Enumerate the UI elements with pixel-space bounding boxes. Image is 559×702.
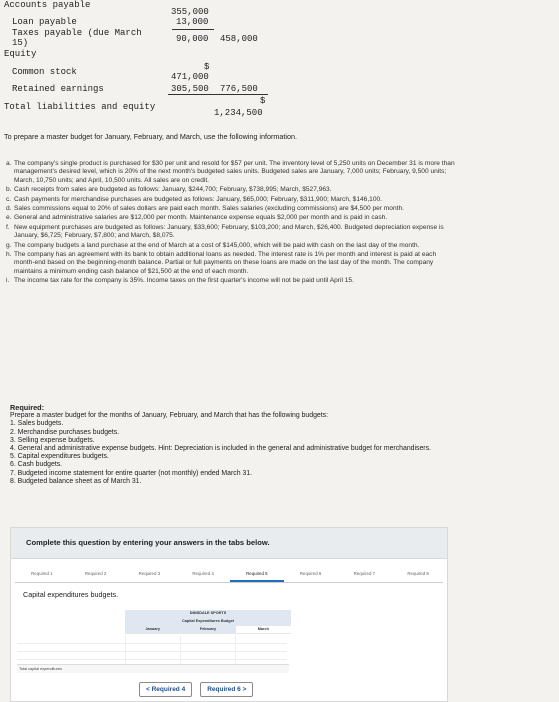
taxes-payable-value: 90,000 [176,34,209,44]
tab-required-3[interactable]: Required 3 [138,571,161,576]
divider [15,582,443,583]
common-stock-dollar: $ [204,62,210,72]
common-stock-label: Common stock [12,67,77,77]
equity-total: 776,500 [220,84,258,94]
total-capital-expenditures-row[interactable] [17,664,289,673]
tab-required-6[interactable]: Required 6 [299,571,322,576]
total-label: Total capital expenditures [19,667,62,671]
item-letter: a. [6,160,12,167]
tab-required-8[interactable]: Required 8 [407,571,429,576]
retained-earnings-label: Retained earnings [12,84,104,94]
required-intro: Prepare a master budget for the months of January, February, and March that has the following budgets: [10,412,329,420]
tab-required-7[interactable]: Required 7 [353,571,376,576]
information-list [6,160,458,287]
list-item [6,251,458,276]
item-text: Cash receipts from sales are budgeted as follows: January, $244,700; February, $738,995; March, $527,963. [14,186,332,194]
list-item: 7. Budgeted income statement for entire quarter (not monthly) ended March 31. [10,469,253,477]
required-tabs [15,566,445,582]
column-january: January [125,626,180,633]
list-item: 8. Budgeted balance sheet as of March 31. [10,477,142,485]
required-section [10,404,460,486]
divider [172,29,214,30]
table-header-row [125,626,291,634]
section-title: Capital expenditures budgets. [23,590,119,599]
equity-heading: Equity [4,49,37,59]
item-letter: d. [6,205,12,213]
table-subtitle-row [125,618,291,626]
divider [168,94,268,95]
list-item [6,242,458,250]
divider [180,636,181,664]
liabilities-total: 458,000 [220,34,258,44]
list-item [6,277,458,285]
budget-title: Capital Expenditures Budget [182,619,234,623]
capital-expenditures-table [125,610,291,634]
table-row[interactable] [17,644,287,652]
divider [125,636,126,664]
question-panel [10,527,448,702]
accounts-payable-value: 355,000 [171,7,209,17]
item-letter: h. [6,251,12,259]
total-liabilities-label: Total liabilities and equity [4,102,156,112]
list-item: 1. Sales budgets. [10,420,64,428]
item-text: Cash payments for merchandise purchases are budgeted as follows: January, $65,000; February, $311,900; March, $146,100. [14,195,382,203]
table-company-row [125,610,291,618]
total-dollar: $ [260,96,266,106]
list-item [6,224,458,241]
taxes-payable-label-2: 15) [12,38,29,48]
list-item [6,186,458,194]
list-item: 4. General and administrative expense budgets. Hint: Depreciation is included in the general and administrative budget for merchandisers. [10,445,431,453]
divider [235,636,236,664]
list-item: 3. Selling expense budgets. [10,436,95,444]
item-text: New equipment purchases are budgeted as follows: January, $33,600; February, $103,200; and March, $26,400. Budgeted depreciation expense is January, $6,725; February, $7,800; and March, $8,075. [14,223,444,240]
list-item: 2. Merchandise purchases budgets. [10,428,120,436]
required-heading: Required: [10,403,45,412]
taxes-payable-label: Taxes payable (due March [12,28,142,38]
list-item: 6. Cash budgets. [10,461,63,469]
next-button-label: Required 6 [207,686,241,693]
panel-title: Complete this question by entering your answers in the tabs below. [26,538,270,547]
item-text: The company's single product is purchased for $30 per unit and resold for $57 per unit. The inventory level of 5,250 units on December 31 is more than management's desired level, which is 20% of the next month's budgeted sales units. Budgeted sales are January, 7,000 units; February, 9,500 units; March, 10,750 units; and April, 10,500 units. All sales are on credit. [14,160,455,184]
column-march: March [257,627,269,631]
list-item [6,214,458,222]
tab-required-5[interactable]: Required 5 [230,566,284,582]
item-letter: b. [6,186,12,194]
loan-payable-label: Loan payable [12,17,77,27]
item-text: Sales commissions equal to 20% of sales dollars are paid each month. Sales salaries (excluding commissions) are $4,500 per month. [14,205,404,213]
instructions-intro: To prepare a master budget for January, February, and March, use the following information. [4,132,297,141]
item-letter: c. [6,195,12,203]
next-required-button[interactable] [200,682,253,697]
tab-required-2[interactable]: Required 2 [84,571,107,576]
list-item [6,160,458,185]
list-item [6,205,458,213]
item-letter: i. [6,277,10,285]
item-text: The company budgets a land purchase at the end of March at a cost of $145,000, which will be paid with cash on the last day of the month. [14,241,420,249]
retained-earnings-value: 305,500 [171,84,209,94]
previous-button-label: Required 4 [151,686,186,693]
balance-sheet-excerpt [4,0,274,120]
tab-required-1[interactable]: Required 1 [31,571,53,576]
list-item [6,196,458,204]
item-letter: g. [6,241,12,249]
panel-header [11,528,447,559]
navigation-buttons [139,682,253,697]
previous-required-button[interactable] [139,682,192,697]
chevron-left-icon: < [146,686,150,693]
table-row[interactable] [17,636,287,644]
item-text: General and administrative salaries are $12,000 per month. Maintenance expense equals $2,000 per month and is paid in cash. [14,214,388,222]
loan-payable-value: 13,000 [176,17,209,27]
total-liabilities-value: 1,234,500 [214,108,263,118]
company-name: DIMSDALE SPORTS [189,611,227,615]
accounts-payable-label: Accounts payable [4,0,91,10]
tab-required-4[interactable]: Required 4 [192,571,214,576]
item-letter: f. [6,223,10,231]
chevron-right-icon: > [242,686,247,693]
list-item: 5. Capital expenditures budgets. [10,453,109,461]
item-text: The company has an agreement with its bank to obtain additional loans as needed. The interest rate is 1% per month and interest is paid at each month-end based on the beginning-month balance. Partial or full payments on these loans are made on the last day of the month. The company maintains a minimum ending cash balance of $21,500 at the end of each month. [14,251,437,275]
item-letter: e. [6,214,12,222]
column-february: February [180,626,235,633]
item-text: The income tax rate for the company is 35%. Income taxes on the first quarter's income will not be paid until April 15. [14,277,354,285]
common-stock-value: 471,000 [171,72,209,82]
table-row[interactable] [17,652,287,660]
